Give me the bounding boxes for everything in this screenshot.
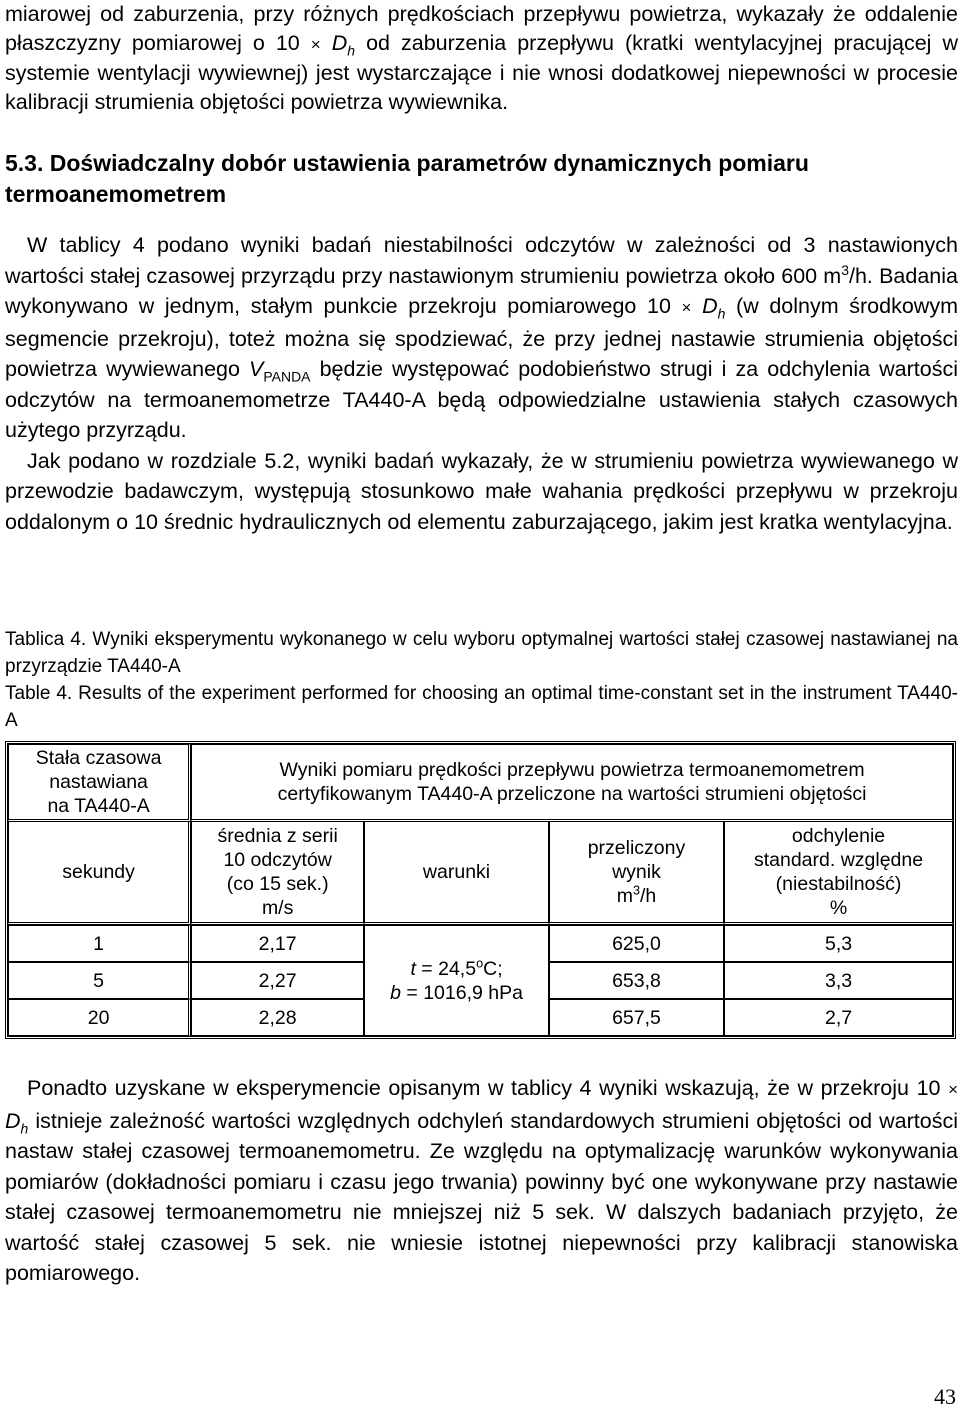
intro-text-1: miarowej od zaburzenia, przy różnych prędkościach przepływu powietrza, wykazały że oddalenie płaszczyzny pomiarowej o 10 [5, 2, 958, 55]
subheader-line: standard. względne [753, 849, 924, 871]
unit-part: /h [640, 885, 657, 907]
v-symbol: V [249, 357, 264, 381]
results-table [5, 741, 956, 1039]
table-captions [5, 626, 958, 734]
cell-time-constant: 20 [8, 999, 191, 1036]
section-heading: 5.3. Doświadczalny dobór ustawienia parametrów dynamicznych pomiaru termoanemometrem [5, 150, 809, 207]
paragraph-2: Jak podano w rozdziale 5.2, wyniki badań wykazały, że w strumieniu powietrza wywiewanego w przewodzie badawczym, występują stosunkowo małe wahania prędkości przepływu w przekroju oddalonym o 10 średnic hydraulicznych od elementu zaburzającego, jakim jest kratka wentylacyjna. [5, 448, 958, 534]
cell-mean-velocity: 2,17 [191, 925, 364, 962]
times-symbol: × [948, 1080, 958, 1099]
intro-text-2: od zaburzenia przepływu (kratki wentylacyjnej pracującej w systemie wentylacji wywiewnej) jest wystarczające i nie wnosi dodatkowej niepewności w procesie kalibracji strumienia objętości powietrza wywiewnika. [5, 30, 958, 114]
d-symbol: D [5, 1108, 21, 1133]
cell-deviation: 5,3 [724, 925, 953, 962]
times-symbol: × [310, 34, 321, 54]
subheader-deviation [724, 822, 953, 925]
subheader-line: średnia z serii [217, 825, 338, 847]
variable-t: t [410, 957, 416, 980]
degree-superscript: o [476, 956, 484, 970]
paragraph-1 [5, 230, 958, 446]
cell-conditions [364, 925, 549, 1036]
subheader-line: odchylenie [791, 825, 886, 847]
header-line: Wyniki pomiaru prędkości przepływu powietrza termoanemometrem [279, 759, 865, 781]
subheader-conditions: warunki [364, 822, 549, 925]
paragraph-3-text-a: Ponadto uzyskane w eksperymencie opisanym w tablicy 4 wyniki wskazują, że w przekroju 10 [27, 1076, 949, 1100]
h-subscript: h [20, 1119, 29, 1136]
cube-superscript: 3 [632, 883, 640, 898]
panda-subscript: PANDA [263, 368, 311, 385]
table-header-row [8, 744, 953, 822]
h-subscript: h [347, 41, 356, 58]
paragraph-1-text-b: /h. Badania wykonywano w jednym, stałym punkcie przekroju pomiarowego 10 [5, 263, 958, 318]
caption-polish: Tablica 4. Wyniki eksperymentu wykonanego w celu wyboru optymalnej wartości stałej czasowej nastawianej na przyrządzie TA440-A [5, 629, 958, 677]
subheader-line: (co 15 sek.) [226, 873, 329, 895]
table-subheader-row [8, 822, 953, 925]
page-number: 43 [934, 1384, 956, 1409]
cell-time-constant: 1 [8, 925, 191, 962]
header-line: Stała czasowa [35, 747, 162, 769]
paragraph-3-text-b: istnieje zależność wartości względnych odchyleń standardowych strumieni objętości od wartości nastaw stałej czasowej termoanemometru. Ze względu na optymalizację warunków wykonywania pomiarów (dokładności pomiaru i czasu jego trwania) powinny być one wykonywane przy nastawie stałej czasowej termoanemometru nie mniejszej niż 5 sek. W dalszych badaniach przyjęto, że wartość stałej czasowej 5 sek. nie wniesie istotnej niepewności przy kalibracji stanowiska pomiarowego. [5, 1108, 958, 1285]
body-section-1 [5, 230, 958, 537]
d-symbol: D [702, 294, 718, 318]
paragraph-3 [5, 1073, 958, 1289]
paragraph-1-text-a: W tablicy 4 podano wyniki badań niestabilności odczytów w zależności od 3 nastawionych wartości stałej czasowej przyrządu przy nastawionym strumieniu powietrza około 600 m [5, 233, 958, 288]
subheader-line: m/s [261, 897, 294, 919]
header-line: na TA440-A [47, 795, 150, 817]
subheader-line: 10 odczytów [223, 849, 332, 871]
paragraph-1-text-d: będzie występować podobieństwo strugi i za odchylenia wartości odczytów na termoanemometrze TA440-A będą odpowiedzialne ustawienia stałych czasowych użytego przyrządu. [5, 357, 959, 442]
cell-mean-velocity: 2,27 [191, 962, 364, 999]
paragraph-1-text-c: (w dolnym środkowym segmencie przekroju), toteż można się spodziewać, że przy jednej nastawie strumienia objętości powietrza wywiewanego [5, 294, 958, 381]
cell-flow: 625,0 [549, 925, 724, 962]
cell-deviation: 2,7 [724, 999, 953, 1036]
intro-paragraph [5, 0, 958, 116]
cell-flow: 657,5 [549, 999, 724, 1036]
subheader-line: (niestabilność) [775, 873, 902, 895]
subheader-mean-velocity [191, 822, 364, 925]
header-line: certyfikowanym TA440-A przeliczone na wartości strumieni objętości [277, 783, 867, 805]
subheader-line: % [829, 897, 848, 919]
subheader-unit [554, 884, 719, 908]
cube-superscript: 3 [841, 261, 849, 278]
cell-time-constant: 5 [8, 962, 191, 999]
value-b: = 1016,9 hPa [400, 981, 523, 1004]
cell-flow: 653,8 [549, 962, 724, 999]
subheader-seconds: sekundy [8, 822, 191, 925]
conditions-pressure [369, 981, 544, 1005]
variable-b: b [390, 981, 401, 1004]
d-symbol: D [331, 30, 348, 55]
unit-part: m [616, 885, 633, 907]
cell-deviation: 3,3 [724, 962, 953, 999]
subheader-line: przeliczony [587, 837, 686, 859]
header-time-constant [8, 744, 191, 822]
caption-english: Table 4. Results of the experiment performed for choosing an optimal time-constant set in the instrument TA440-A [5, 683, 958, 731]
value-t: = 24,5 [415, 957, 477, 980]
header-line: nastawiana [49, 771, 148, 793]
conditions-temperature [369, 957, 544, 981]
h-subscript: h [717, 305, 726, 322]
table-row [8, 925, 953, 962]
unit-t: C; [483, 957, 503, 980]
header-results-group [191, 744, 953, 822]
cell-mean-velocity: 2,28 [191, 999, 364, 1036]
subheader-flow [549, 822, 724, 925]
subheader-line: wynik [612, 861, 661, 883]
times-symbol: × [681, 298, 692, 317]
